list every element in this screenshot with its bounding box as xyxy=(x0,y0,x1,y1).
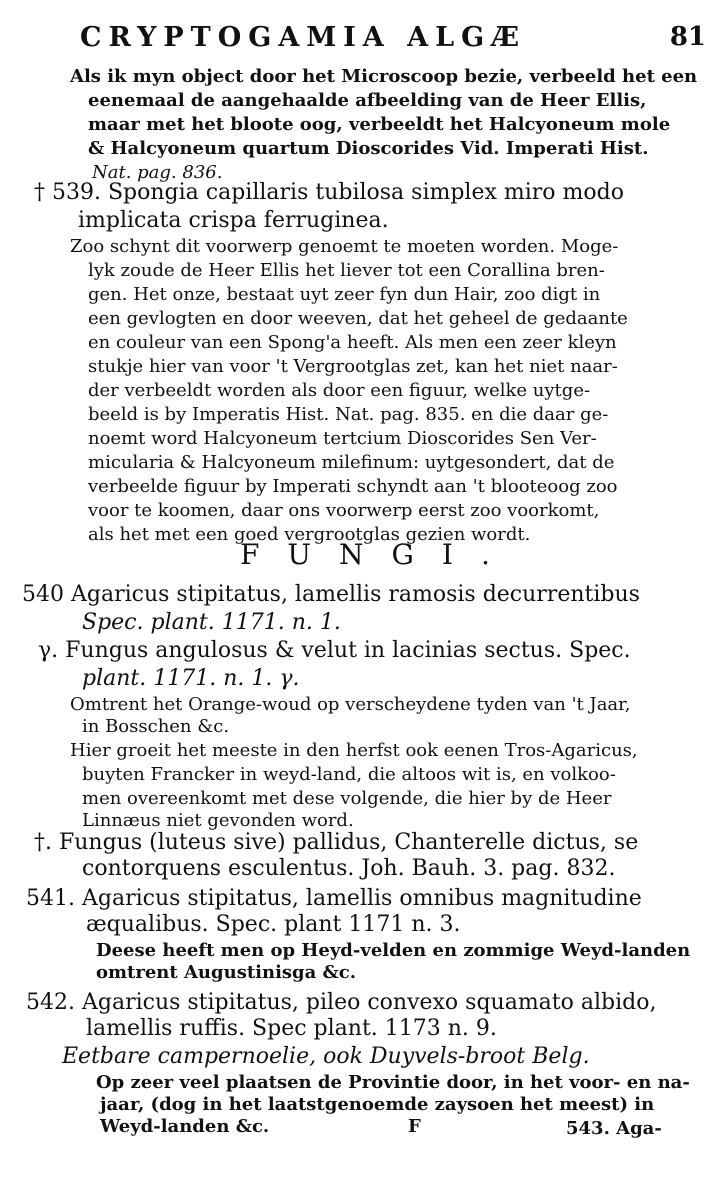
text-line: stukje hier van voor 't Vergrootglas zet, kan het niet naar- xyxy=(88,356,618,377)
text-line: plant. 1171. n. 1. γ. xyxy=(82,666,300,691)
text-line: Nat. pag. 836. xyxy=(92,162,223,183)
text-line: gen. Het onze, bestaat uyt zeer fyn dun Hair, zoo digt in xyxy=(88,284,601,305)
text-line: lamellis ruffis. Spec plant. 1173 n. 9. xyxy=(86,1016,497,1041)
text-line: Deese heeft men op Heyd-velden en zommige Weyd-landen xyxy=(96,940,691,961)
text-line: implicata crispa ferruginea. xyxy=(78,208,389,233)
text-line: & Halcyoneum quartum Dioscorides Vid. Imperati Hist. xyxy=(88,138,649,159)
text-line: voor te koomen, daar ons voorwerp eerst zoo voorkomt, xyxy=(88,500,600,521)
text-line: Zoo schynt dit voorwerp genoemt te moeten worden. Moge- xyxy=(70,236,619,257)
text-line: en couleur van een Spong'a heeft. Als men een zeer kleyn xyxy=(88,332,617,353)
text-line: Op zeer veel plaatsen de Provintie door, in het voor- en na- xyxy=(96,1072,690,1093)
text-line: noemt word Halcyoneum tertcium Dioscorides Sen Ver- xyxy=(88,428,597,449)
text-line: γ. Fungus angulosus & velut in lacinias sectus. Spec. xyxy=(38,638,631,663)
text-line: lyk zoude de Heer Ellis het liever tot een Corallina bren- xyxy=(88,260,605,281)
text-line: æqualibus. Spec. plant 1171 n. 3. xyxy=(86,912,461,937)
text-line: als het met een goed vergrootglas gezien wordt. xyxy=(88,524,531,545)
text-line: Hier groeit het meeste in den herfst ook eenen Tros-Agaricus, xyxy=(70,740,638,761)
page-title: CRYPTOGAMIA ALGÆ xyxy=(80,22,527,53)
text-line: maar met het bloote oog, verbeeldt het Halcyoneum mole xyxy=(88,114,671,135)
text-line: F xyxy=(408,1116,421,1137)
text-line: contorquens esculentus. Joh. Bauh. 3. pag. 832. xyxy=(82,856,616,881)
section-heading: FUNGI. xyxy=(240,538,518,571)
text-line: Eetbare campernoelie, ook Duyvels-broot Belg. xyxy=(62,1044,590,1069)
text-line: Omtrent het Orange-woud op verscheydene tyden van 't Jaar, xyxy=(70,694,631,715)
text-line: eenemaal de aangehaalde afbeelding van de Heer Ellis, xyxy=(88,90,647,111)
text-line: buyten Francker in weyd-land, die altoos wit is, en volkoo- xyxy=(82,764,616,785)
text-line: omtrent Augustinisga &c. xyxy=(96,962,357,983)
text-line: der verbeeldt worden als door een figuur, welke uytge- xyxy=(88,380,591,401)
text-line: in Bosschen &c. xyxy=(82,716,230,737)
text-line: een gevlogten en door weeven, dat het geheel de gedaante xyxy=(88,308,628,329)
text-line: Weyd-landen &c. xyxy=(100,1116,270,1137)
text-line: 540 Agaricus stipitatus, lamellis ramosis decurrentibus xyxy=(22,582,640,607)
text-line: 543. Aga- xyxy=(566,1118,662,1139)
text-line: Als ik myn object door het Microscoop bezie, verbeeld het een xyxy=(70,66,698,87)
text-line: † 539. Spongia capillaris tubilosa simplex miro modo xyxy=(34,180,624,205)
text-line: Linnæus niet gevonden word. xyxy=(82,810,354,831)
text-line: Spec. plant. 1171. n. 1. xyxy=(82,610,341,635)
text-line: 542. Agaricus stipitatus, pileo convexo squamato albido, xyxy=(26,990,657,1015)
text-line: verbeelde figuur by Imperati schyndt aan 't blooteoog zoo xyxy=(88,476,618,497)
page-header xyxy=(70,18,710,58)
text-line: beeld is by Imperatis Hist. Nat. pag. 835. en die daar ge- xyxy=(88,404,609,425)
text-line: micularia & Halcyoneum milefinum: uytgesondert, dat de xyxy=(88,452,615,473)
text-line: men overeenkomt met dese volgende, die hier by de Heer xyxy=(82,788,612,809)
text-line: jaar, (dog in het laatstgenoemde zaysoen het meest) in xyxy=(100,1094,655,1115)
text-line: 541. Agaricus stipitatus, lamellis omnibus magnitudine xyxy=(26,886,642,911)
page-number: 81 xyxy=(669,22,706,52)
text-line: †. Fungus (luteus sive) pallidus, Chanterelle dictus, se xyxy=(34,830,639,855)
